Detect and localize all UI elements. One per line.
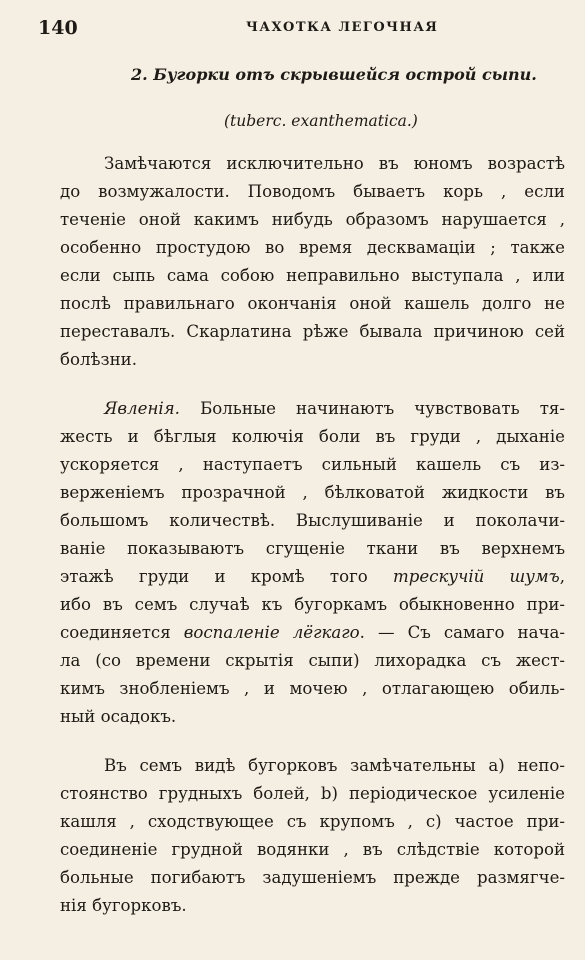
text-line: послѣ правильнаго окончанія оной кашель долго не: [60, 294, 565, 313]
page-header: [38, 17, 571, 43]
text-line: больные погибаютъ задушеніемъ прежде размягче-: [60, 868, 565, 887]
italic-term: трескучій шумъ: [393, 567, 560, 586]
symptoms-lead: Явленія.: [104, 399, 180, 418]
text-line: ибо въ семъ случаѣ къ бугоркамъ обыкновенно при-: [60, 595, 565, 614]
text-line: [60, 619, 565, 647]
text-line: кашля , сходствующее съ крупомъ , с) частое при-: [60, 812, 565, 831]
italic-term: воспаленіе лёгкаго: [183, 623, 360, 642]
text-line: ваніе показываютъ сгущеніе ткани въ верхнемъ: [60, 539, 565, 558]
text-line: стоянство грудныхъ болей, b) періодическое усиленіе: [60, 784, 565, 803]
text-line: болѣзни.: [60, 350, 137, 369]
text-line: кимъ знобленіемъ , и мочею , отлагающею обиль-: [60, 679, 565, 698]
text-span: Больные начинаютъ чувствовать тя-: [200, 399, 565, 418]
text-line: [104, 395, 565, 423]
text-line: переставалъ. Скарлатина рѣже бывала причиною сей: [60, 322, 565, 341]
text-line: Замѣчаются исключительно въ юномъ возрастѣ: [104, 154, 565, 173]
text-span: соединяется: [60, 623, 171, 642]
section-latin-name: (tuberc. exanthematica.): [224, 112, 418, 130]
text-line: до возмужалости. Поводомъ бываетъ корь , если: [60, 182, 565, 201]
text-line: если сыпь сама собою неправильно выступала , или: [60, 266, 565, 285]
text-line: ла (со времени скрытія сыпи) лихорадка съ жест-: [60, 651, 565, 670]
text-line: соединеніе грудной водянки , въ слѣдствіе которой: [60, 840, 565, 859]
text-line: [60, 563, 565, 591]
text-line: Въ семъ видѣ бугорковъ замѣчательны а) непо-: [104, 756, 565, 775]
text-line: особенно простудою во время десквамаціи ; также: [60, 238, 565, 257]
text-line: большомъ количествѣ. Выслушиваніе и поколачи-: [60, 511, 565, 530]
text-span: . — Съ самаго нача-: [359, 623, 565, 642]
text-line: нія бугорковъ.: [60, 896, 187, 915]
text-line: теченіе оной какимъ нибудь образомъ нарушается ,: [60, 210, 565, 229]
page-number: 140: [38, 17, 78, 39]
running-title: ЧАХОТКА ЛЕГОЧНАЯ: [246, 20, 439, 35]
text-line: жесть и бѣглыя колючія боли въ груди , дыханіе: [60, 427, 565, 446]
text-line: ускоряется , наступаетъ сильный кашель съ из-: [60, 455, 565, 474]
text-span: ,: [559, 567, 566, 586]
section-title: 2. Бугорки отъ скрывшейся острой сыпи.: [131, 65, 537, 84]
text-line: верженіемъ прозрачной , бѣлковатой жидкости въ: [60, 483, 565, 502]
text-span: этажѣ груди и кромѣ того: [60, 567, 368, 586]
text-line: ный осадокъ.: [60, 707, 177, 726]
